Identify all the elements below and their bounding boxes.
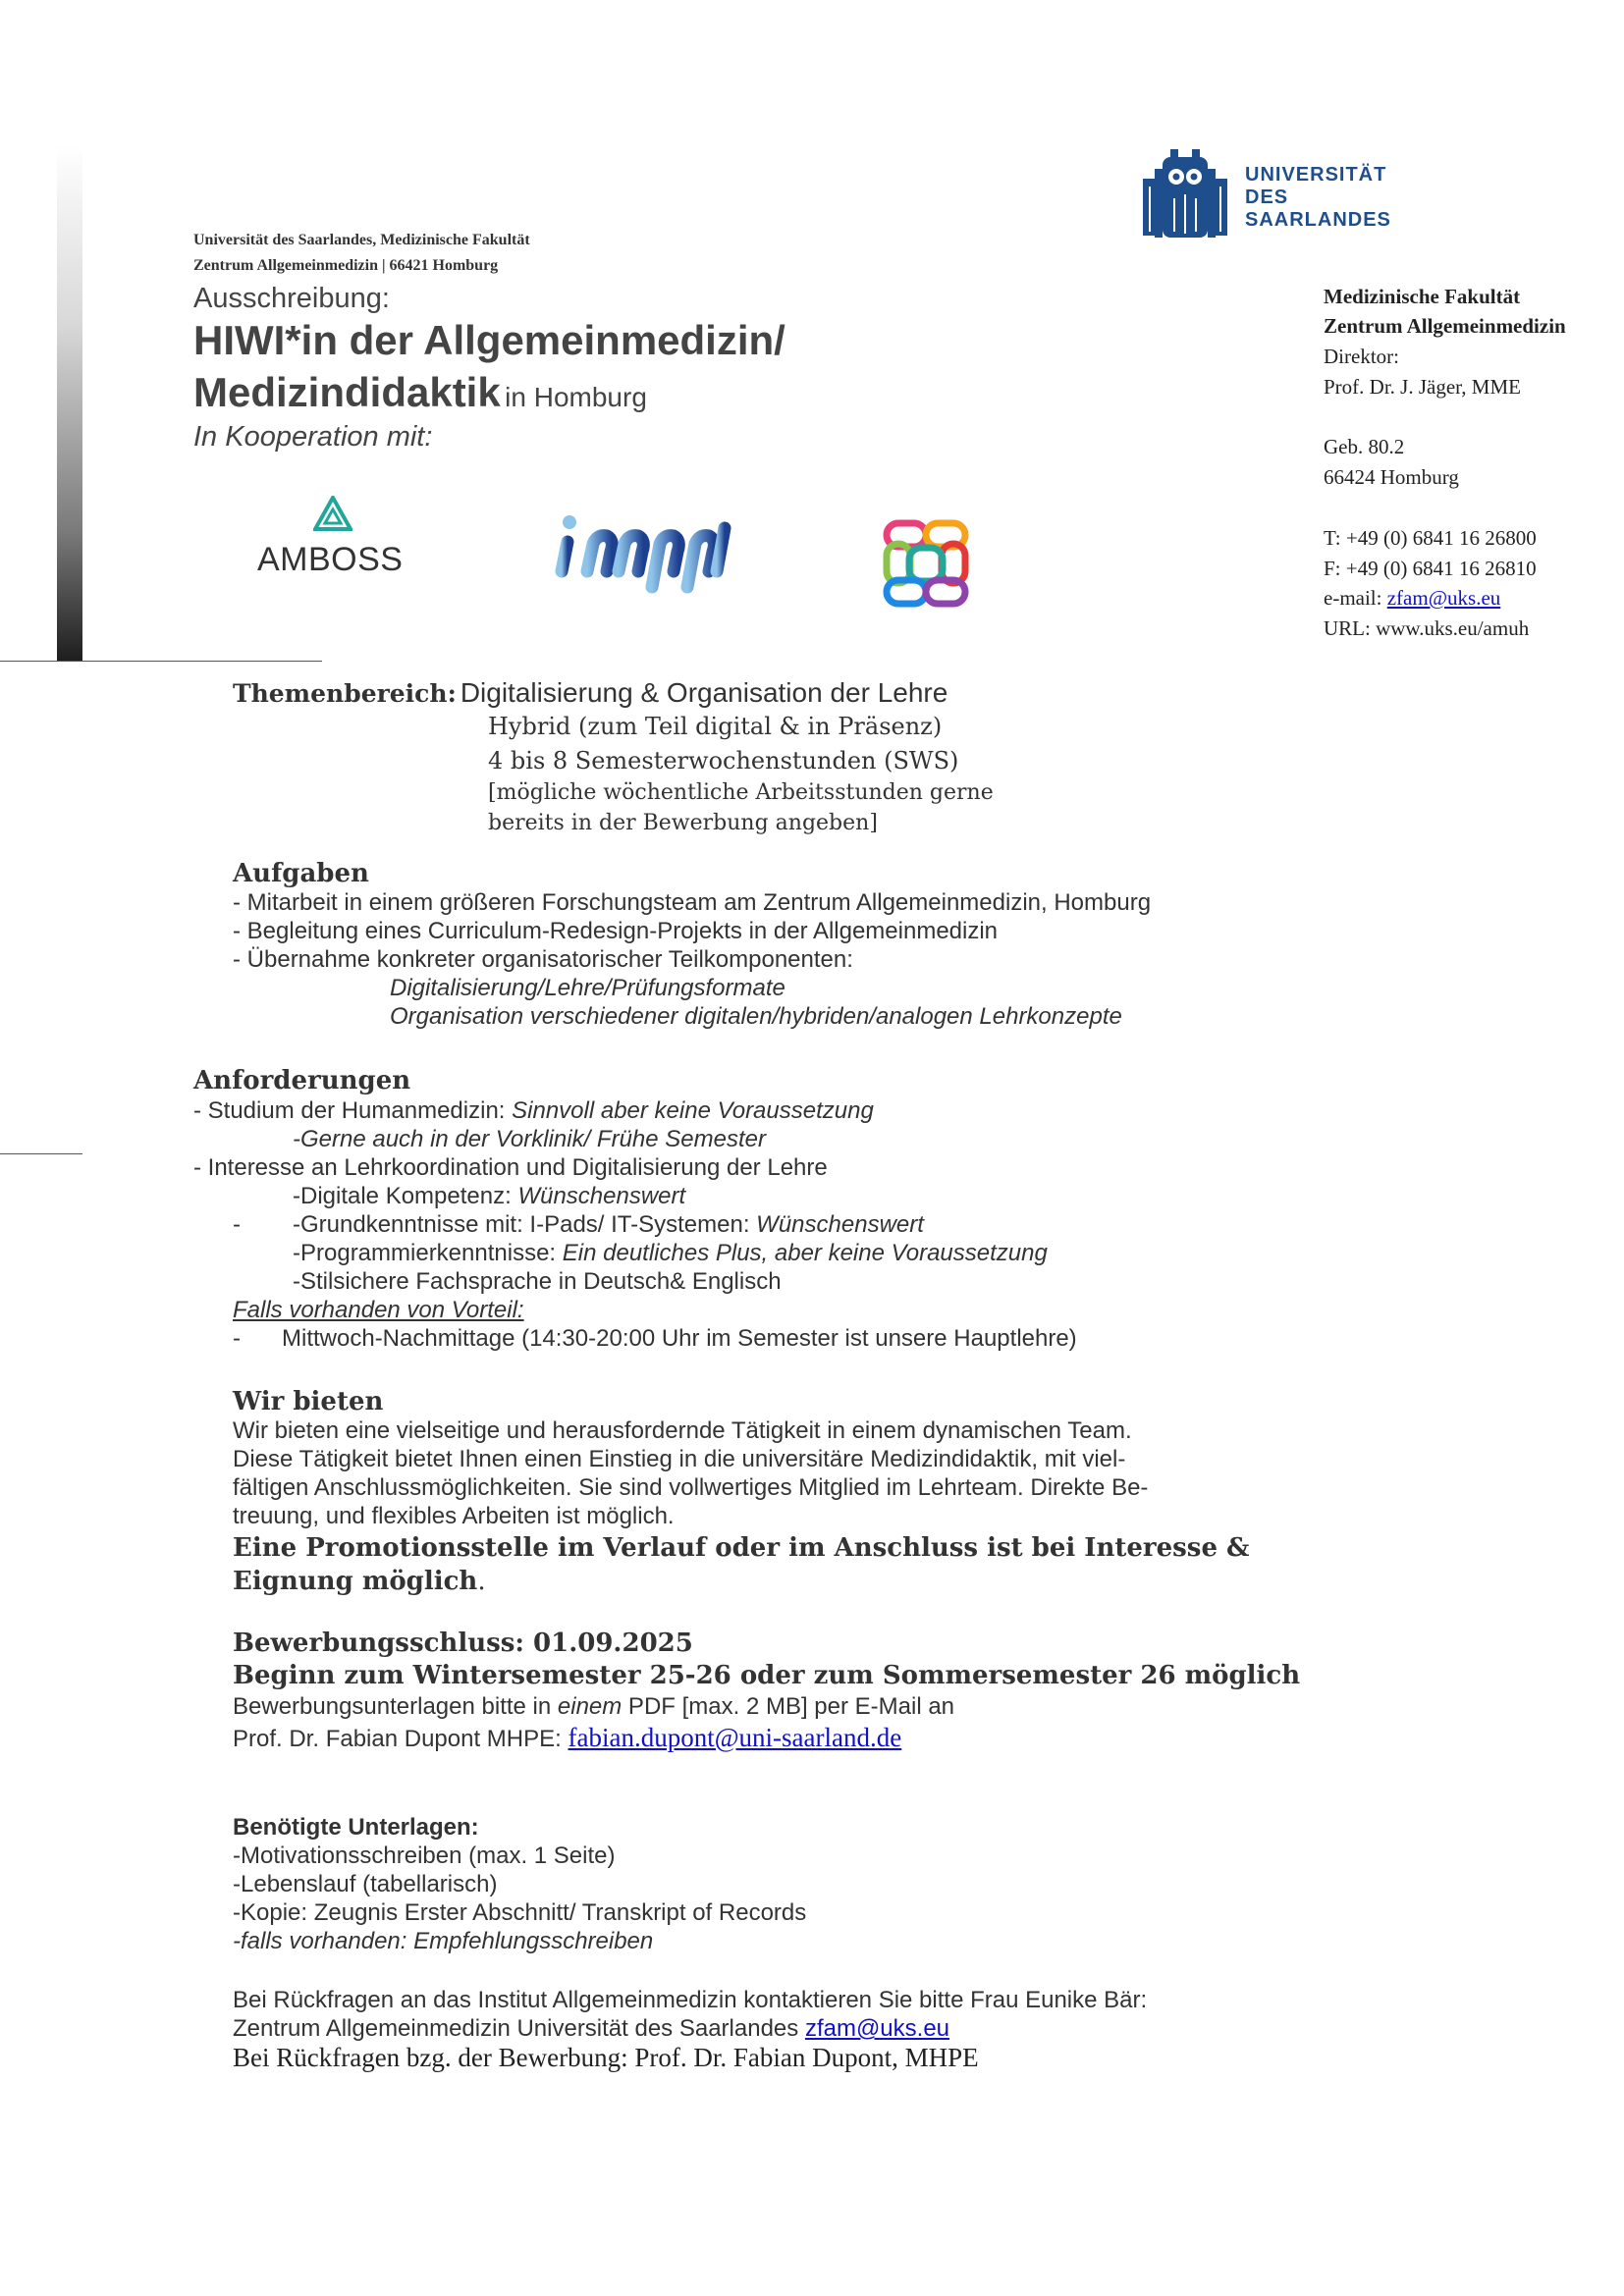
rf-l2-a: Zentrum Allgemeinmedizin Universität des Saarlandes [233,2015,805,2042]
anforderungen-line-4 [293,1183,685,1210]
anf-l6-italic: Ein deutliches Plus, aber keine Voraussetzung [562,1240,1048,1266]
themen-hybrid: Hybrid (zum Teil digital & in Präsenz) [488,713,943,740]
wirbieten-bold-1: Eine Promotionsstelle im Verlauf oder im Anschluss ist bei Interesse & [233,1533,1250,1563]
anforderungen-line-9: Mittwoch-Nachmittage (14:30-20:00 Uhr im Semester ist unsere Hauptlehre) [282,1325,1077,1352]
owl-seal-icon [1141,149,1229,245]
rueckfragen-line-2 [233,2015,949,2043]
decorative-gradient-bar [57,145,82,661]
ausschreibung-label: Ausschreibung: [193,283,390,314]
anf-l1-text: - Studium der Humanmedizin: [193,1097,513,1124]
anf-l4-text: -Digitale Kompetenz: [293,1183,518,1209]
imp-logo-icon [550,501,746,599]
page-title: HIWI*in der Allgemeinmedizin/ [193,317,785,363]
bewerbung-line-1 [233,1693,954,1721]
uni-name-line-1: UNIVERSITÄT [1245,164,1387,186]
anforderungen-line-2: -Gerne auch in der Vorklinik/ Frühe Semester [293,1126,766,1152]
unterlagen-item-3: -Kopie: Zeugnis Erster Abschnitt/ Transkript of Records [233,1899,807,1926]
sender-line-2: Zentrum Allgemeinmedizin | 66421 Homburg [193,257,499,274]
imp-logo [550,501,746,599]
wirbieten-p3: fältigen Anschlussmöglichkeiten. Sie sind vollwertiges Mitglied im Lehrteam. Direkte Be- [233,1474,1149,1501]
divider-left [0,1153,82,1154]
aufgaben-item-1: - Mitarbeit in einem größeren Forschungsteam am Zentrum Allgemeinmedizin, Homburg [233,889,1152,916]
amboss-wordmark: AMBOSS [257,541,404,578]
uni-name-line-3: SAARLANDES [1245,209,1391,231]
beginn: Beginn zum Wintersemester 25-26 oder zum Sommersemester 26 möglich [233,1661,1301,1690]
contact-email-link[interactable]: zfam@uks.eu [1386,586,1501,610]
anforderungen-line-3: - Interesse an Lehrkoordination und Digitalisierung der Lehre [193,1154,828,1181]
divider-top [0,661,322,662]
contact-email-row [1324,586,1500,611]
aufgaben-heading: Aufgaben [233,859,369,888]
unterlagen-item-2: -Lebenslauf (tabellarisch) [233,1871,498,1897]
anf-l4-italic: Wünschenswert [517,1183,686,1209]
contact-url: URL: www.uks.eu/amuh [1324,616,1530,640]
contact-director: Prof. Dr. J. Jäger, MME [1324,375,1521,399]
bewerbungsschluss: Bewerbungsschluss: 01.09.2025 [233,1629,693,1658]
anforderungen-line-5 [293,1211,924,1239]
themen-sws: 4 bis 8 Semesterwochenstunden (SWS) [488,747,959,774]
wirbieten-heading: Wir bieten [233,1387,384,1416]
anforderungen-line-7: -Stilsichere Fachsprache in Deutsch& Englisch [293,1268,782,1295]
contact-center: Zentrum Allgemeinmedizin [1324,314,1566,338]
aufgaben-item-2: - Begleitung eines Curriculum-Redesign-Projekts in der Allgemeinmedizin [233,918,999,944]
contact-faculty: Medizinische Fakultät [1324,285,1521,308]
anforderungen-line-6 [293,1240,1048,1267]
rf-email-link[interactable]: zfam@uks.eu [804,2015,950,2042]
cooperation-label: In Kooperation mit: [193,421,433,453]
colored-rings-icon [882,518,970,609]
themen-hours-note-2: bereits in der Bewerbung angeben] [488,811,878,835]
anf-l5-italic: Wünschenswert [756,1211,924,1238]
rueckfragen-line-1: Bei Rückfragen an das Institut Allgemeinmedizin kontaktieren Sie bitte Frau Eunike Bär: [233,1987,1148,2013]
anforderungen-line-9-dash: - [233,1325,241,1352]
amboss-triangle-icon [313,496,352,531]
anf-l5-text: -Grundkenntnisse mit: I-Pads/ IT-Systemen: [293,1211,757,1238]
university-logo [1141,149,1396,247]
title-location: in Homburg [505,382,647,412]
bew-l1-italic: einem [557,1693,623,1720]
aufgaben-sub-2: Organisation verschiedener digitalen/hybriden/analogen Lehrkonzepte [390,1003,1122,1030]
wirbieten-bold-2-end: . [477,1567,486,1596]
colored-rings-logo [882,518,970,609]
anforderungen-line-8: Falls vorhanden von Vorteil: [233,1297,524,1323]
aufgaben-sub-1: Digitalisierung/Lehre/Prüfungsformate [390,975,785,1001]
title-medizindidaktik: Medizindidaktik [193,369,501,415]
uni-name-line-2: DES [1245,187,1289,208]
contact-city: 66424 Homburg [1324,465,1459,489]
anforderungen-heading: Anforderungen [193,1066,411,1095]
wirbieten-p1: Wir bieten eine vielseitige und herausfordernde Tätigkeit in einem dynamischen Team. [233,1417,1132,1444]
themen-value: Digitalisierung & Organisation der Lehre [460,677,948,708]
contact-director-label: Direktor: [1324,345,1399,368]
bew-l2-a: Prof. Dr. Fabian Dupont MHPE: [233,1726,568,1752]
unterlagen-heading: Benötigte Unterlagen: [233,1814,479,1841]
unterlagen-item-1: -Motivationsschreiben (max. 1 Seite) [233,1842,616,1869]
unterlagen-item-4: -falls vorhanden: Empfehlungsschreiben [233,1928,654,1954]
bew-email-link[interactable]: fabian.dupont@uni-saarland.de [568,1723,902,1752]
anf-l6-text: -Programmierkenntnisse: [293,1240,563,1266]
themen-label: Themenbereich: [233,679,457,708]
bew-l1-b: PDF [max. 2 MB] per E-Mail an [622,1693,955,1720]
rueckfragen-line-3: Bei Rückfragen bzg. der Bewerbung: Prof. Dr. Fabian Dupont, MHPE [233,2043,979,2072]
wirbieten-bold-2 [233,1567,486,1596]
page-title-line-2 [193,369,647,416]
contact-building: Geb. 80.2 [1324,435,1405,458]
themen-hours-note-1: [mögliche wöchentliche Arbeitsstunden gerne [488,780,994,805]
bewerbung-line-2 [233,1723,901,1753]
contact-email-label: e-mail: [1324,586,1382,610]
aufgaben-item-3: - Übernahme konkreter organisatorischer Teilkomponenten: [233,946,853,973]
contact-fax: F: +49 (0) 6841 16 26810 [1324,557,1537,580]
contact-phone: T: +49 (0) 6841 16 26800 [1324,526,1537,550]
anforderungen-line-1 [193,1097,874,1125]
sender-line-1: Universität des Saarlandes, Medizinische Fakultät [193,232,530,248]
anf-l1-italic: Sinnvoll aber keine Voraussetzung [512,1097,874,1124]
wirbieten-bold-2-text: Eignung möglich [233,1567,478,1596]
anforderungen-line-5-dash: - [233,1211,241,1238]
wirbieten-p4: treuung, und flexibles Arbeiten ist möglich. [233,1503,675,1529]
wirbieten-p2: Diese Tätigkeit bietet Ihnen einen Einstieg in die universitäre Medizindidaktik, mit viel- [233,1446,1126,1472]
themen-row [233,677,947,709]
amboss-logo [257,496,409,584]
bew-l1-a: Bewerbungsunterlagen bitte in [233,1693,558,1720]
